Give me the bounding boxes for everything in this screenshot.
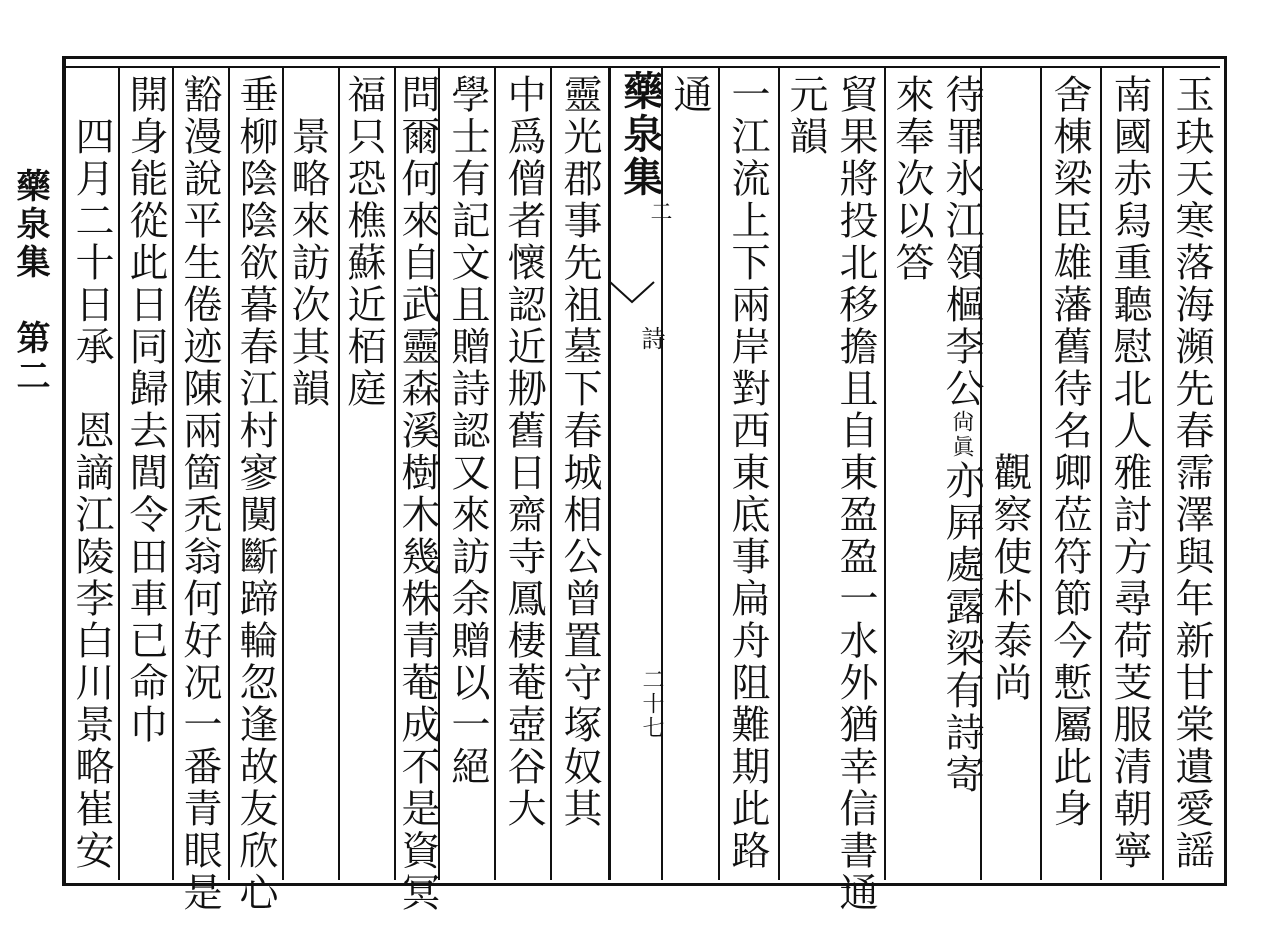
- text-column: 垂柳陰陰欲暮春江村寥闃斷蹄輪忽逢故友欣心: [233, 74, 278, 914]
- text-column: 開身能從此日同歸去閭令田車已命巾: [123, 74, 168, 746]
- text-column-main: 待罪氷江領樞李公: [939, 74, 984, 410]
- volume-number: 二: [647, 200, 672, 222]
- text-column: [939, 74, 984, 874]
- column-rule: [282, 66, 284, 880]
- text-column: 四月二十日承 恩謫江陵李白川景略崔安: [69, 74, 114, 872]
- column-rule: [118, 66, 120, 880]
- column-rule: [228, 66, 230, 880]
- text-column: 中爲僧者懷認近刱舊日齋寺鳳棲菴壺谷大: [501, 74, 546, 830]
- text-column: 學士有記文且贈詩認又來訪余贈以一絕: [445, 74, 490, 788]
- column-rule: [1162, 66, 1164, 880]
- column-rule: [884, 66, 886, 880]
- book-title: 藥泉集: [617, 70, 664, 199]
- text-column: 一江流上下兩岸對西東底事扁舟阻難期此路: [725, 74, 770, 872]
- text-column: 元韻: [783, 74, 828, 158]
- text-column: 觀察使朴泰尚: [987, 74, 1032, 704]
- column-rule: [1040, 66, 1042, 880]
- column-rule: [718, 66, 720, 880]
- text-column: 來奉次以答: [889, 74, 934, 284]
- text-column: 南國赤舄重聽慰北人雅討方尋荷芰服清朝寧: [1107, 74, 1152, 872]
- text-column: 舍棟梁臣雄藩舊待名卿莅符節今慙屬此身: [1047, 74, 1092, 830]
- text-column: 通: [667, 74, 712, 116]
- section-label: 詩: [637, 326, 665, 350]
- text-column-rest: 亦屛處露梁有詩寄: [939, 460, 984, 796]
- column-rule: [494, 66, 496, 880]
- text-column: 玉玦天寒落海瀕先春霈澤與年新甘棠遺愛謡: [1169, 74, 1214, 872]
- text-column: 問爾何來自武靈森溪樹木幾株青菴成不是資冥: [395, 74, 440, 914]
- text-column: 景略來訪次其韻: [285, 74, 330, 410]
- column-rule: [1100, 66, 1102, 880]
- column-rule: [550, 66, 552, 880]
- fishtail-mark-icon: [610, 282, 654, 304]
- interlinear-note: 尙眞: [949, 410, 974, 460]
- page-number: 二十七: [639, 668, 664, 740]
- column-rule: [778, 66, 780, 880]
- column-rule: [172, 66, 174, 880]
- text-column: 豁漫說平生倦迹陳兩箇禿翁何好况一番青眼是: [177, 74, 222, 914]
- text-column: 貿果將投北移擔且自東盈盈一水外猶幸信書通: [833, 74, 878, 914]
- text-column: 福只恐樵蘇近栢庭: [341, 74, 386, 410]
- volume-side-label: 藥泉集 第二: [10, 168, 50, 396]
- column-rule: [338, 66, 340, 880]
- text-column: 靈光郡事先祖墓下春城相公曾置守塚奴其: [557, 74, 602, 830]
